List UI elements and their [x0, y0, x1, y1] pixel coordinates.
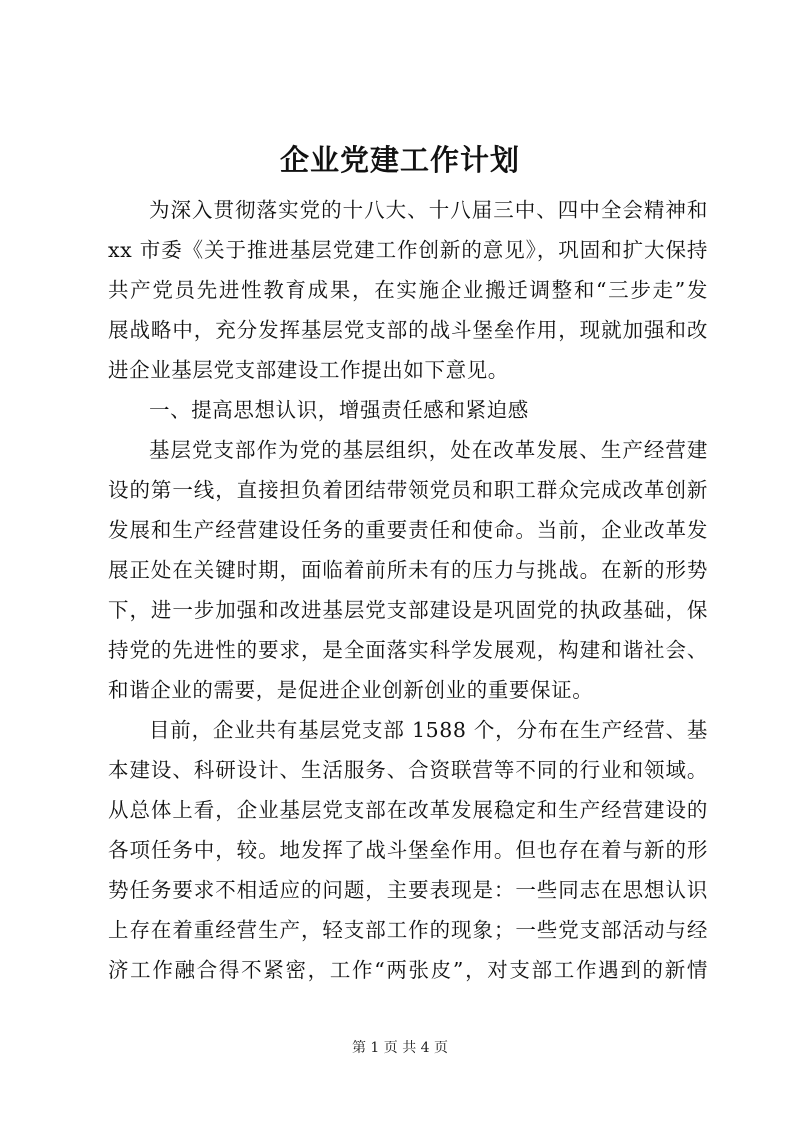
- paragraph-3-line-2: 本建设、科研设计、生活服务、合资联营等不同的行业和领域。: [108, 758, 708, 782]
- paragraph-2-line-6: 持党的先进性的要求，是全面落实科学发展观，构建和谐社会、: [108, 638, 708, 662]
- paragraph-3-line-6: 上存在着重经营生产，轻支部工作的现象；一些党支部活动与经: [108, 918, 708, 942]
- document-title: 企业党建工作计划: [279, 143, 520, 177]
- paragraph-3-line-5: 势任务要求不相适应的问题，主要表现是：一些同志在思想认识: [108, 878, 708, 902]
- page-number-footer: 第 1 页 共 4 页: [351, 1040, 449, 1056]
- paragraph-1-line-3: 共产党员先进性教育成果，在实施企业搬迁调整和“三步走”发: [108, 278, 708, 302]
- paragraph-1-line-1: 为深入贯彻落实党的十八大、十八届三中、四中全会精神和: [149, 198, 708, 222]
- paragraph-3-line-1: 目前，企业共有基层党支部 1588 个，分布在生产经营、基: [149, 718, 708, 742]
- paragraph-2-line-4: 展正处在关键时期，面临着前所未有的压力与挑战。在新的形势: [108, 558, 708, 582]
- paragraph-2-line-7: 和谐企业的需要，是促进企业创新创业的重要保证。: [108, 678, 594, 702]
- paragraph-3-line-3: 从总体上看，企业基层党支部在改革发展稳定和生产经营建设的: [108, 798, 708, 822]
- paragraph-1-line-2: xx 市委《关于推进基层党建工作创新的意见》，巩固和扩大保持: [108, 238, 708, 262]
- paragraph-3-line-7: 济工作融合得不紧密，工作“两张皮”，对支部工作遇到的新情: [108, 958, 708, 982]
- paragraph-2-line-3: 发展和生产经营建设任务的重要责任和使命。当前，企业改革发: [108, 518, 708, 542]
- paragraph-2-line-5: 下，进一步加强和改进基层党支部建设是巩固党的执政基础，保: [108, 598, 708, 622]
- paragraph-1-line-4: 展战略中，充分发挥基层党支部的战斗堡垒作用，现就加强和改: [108, 318, 708, 342]
- paragraph-2-line-1: 基层党支部作为党的基层组织，处在改革发展、生产经营建: [149, 438, 708, 462]
- section-heading-1: 一、提高思想认识，增强责任感和紧迫感: [149, 398, 529, 422]
- document-body: [108, 190, 708, 990]
- paragraph-2-line-2: 设的第一线，直接担负着团结带领党员和职工群众完成改革创新: [108, 478, 708, 502]
- paragraph-1-line-5: 进企业基层党支部建设工作提出如下意见。: [108, 358, 509, 382]
- paragraph-3-line-4: 各项任务中，较。地发挥了战斗堡垒作用。但也存在着与新的形: [108, 838, 708, 862]
